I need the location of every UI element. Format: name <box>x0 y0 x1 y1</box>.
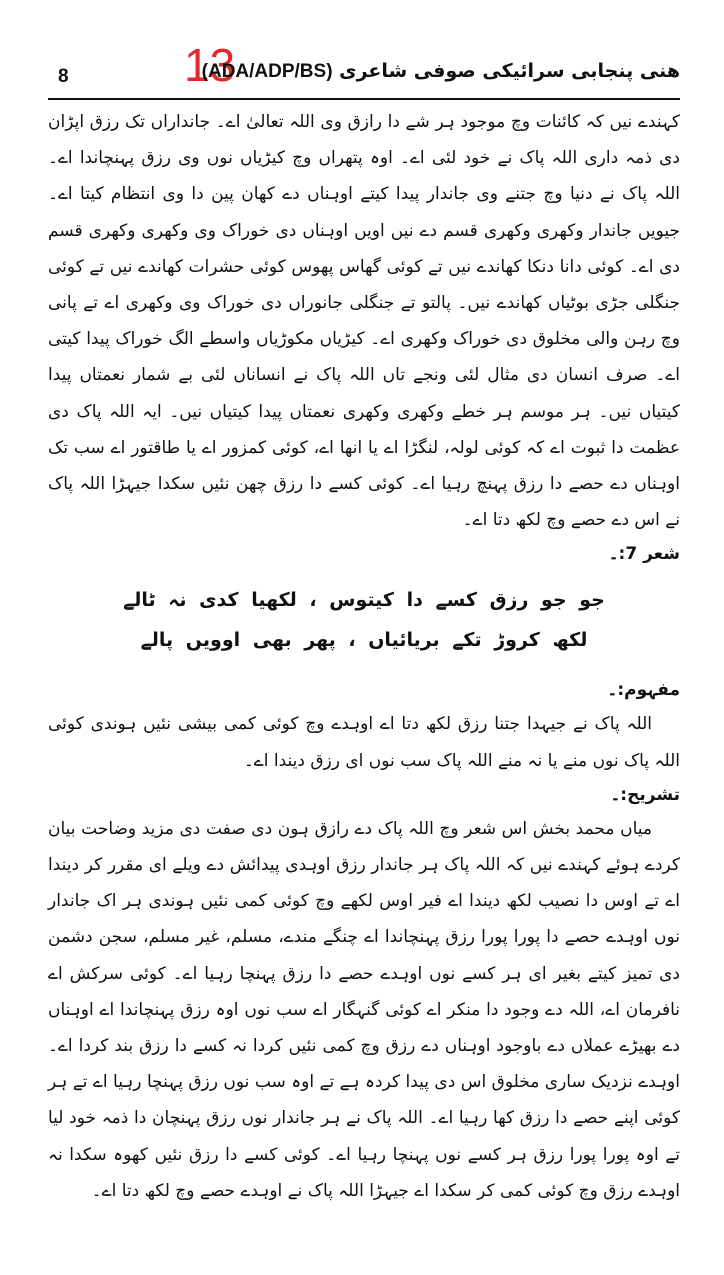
book-title-code: (ADA/ADP/BS) <box>201 61 333 82</box>
book-title <box>202 60 680 83</box>
verse-couplet <box>48 580 680 660</box>
sheet-number: 13 <box>184 39 236 91</box>
shair-heading: شعر 7:۔ <box>608 544 680 565</box>
intro-paragraph: کہندے نیں کہ کائنات وچ موجود ہر شے دا رازق وی اللہ تعالیٰ اے۔ جانداراں تک رزق اپڑان دی ذمہ داری اللہ پاک نے خود لئی اے۔ اوہ پتھراں وچ کیڑیاں نوں وی رزق پہنچاندا اے۔ اللہ پاک نے دنیا وچ جتنے وی جاندار پیدا کیتے اوہناں دے کھان پین دا وی انتظام کیتا اے۔ جیویں جاندار وکھری وکھری قسم دے نیں اویں اوہناں دی خوراک وی وکھری وکھری قسم دی اے۔ کوئی دانا دنکا کھاندے نیں تے کوئی گھاس پھوس کوئی حشرات کھاندے نیں تے کوئی جنگلی جڑی بوٹیاں کھاندے نیں۔ پالتو تے جنگلی جانوراں دی خوراک وی وکھری اے تے پانی وچ رہن والی مخلوق دی خوراک وکھری اے۔ کیڑیاں مکوڑیاں واسطے الگ خوراک پیدا کیتی اے۔ صرف انسان دی مثال لئی ونجے تاں اللہ پاک نے انساناں لئی بے شمار نعمتاں پیدا کیتیاں نیں۔ ہر موسم ہر خطے وکھری وکھری نعمتاں پیدا کیتیاں نیں۔ ایہ اللہ پاک دی عظمت دا ثبوت اے کہ کوئی لولہ، لنگڑا اے یا انھا اے، کوئی کمزور اے یا طاقتور اے سب تک اوہناں دے حصے دا رزق پہنچ رہیا اے۔ کوئی کسے دا رزق چھن نئیں سکدا جیہڑا اللہ پاک نے اس دے حصے وچ لکھ دتا اے۔ <box>48 112 680 531</box>
page-content <box>48 104 680 1209</box>
page-header <box>48 40 680 96</box>
header-divider <box>48 98 680 100</box>
verse-line-2: لکھ کروڑ تکے بریائیاں ، پھر بھی اوویں پالے <box>140 629 588 652</box>
tashreeh-paragraph: میاں محمد بخش اس شعر وچ اللہ پاک دے رازق ہون دی صفت دی مزید وضاحت بیان کردے ہوئے کہندے نیں کہ اللہ پاک ہر جاندار رزق اوہدی پیدائش دے ویلے ای مقرر کر دیندا اے تے اوس دا نصیب لکھ دیندا اے فیر اوس لکھے وچ کوئی کمی نئیں ہوندی ہر اک جاندار نوں اوہدے حصے دا پورا پورا رزق پہنچاندا اے چنگے مندے، مسلم، غیر مسلم، سجن دشمن دی تمیز کیتے بغیر ای ہر کسے نوں اوہدے حصے دا رزق پہنچا رہیا اے۔ کوئی سرکش اے نافرمان اے، اللہ دے وجود دا منکر اے کوئی گنہگار اے سب نوں اوہ رزق پہنچاندا اے اوہناں دے بھیڑے عملاں دے باوجود اوہناں دے رزق وچ کمی نئیں کردا نہ کسے دا رزق بند کردا اے۔ اوہدے نزدیک ساری مخلوق اس دی پیدا کردہ ہے تے اوہ سب نوں رزق پہنچا رہیا اے تے ہر کوئی اپنے حصے دا رزق کھا رہیا اے۔ اللہ پاک نے ہر جاندار نوں رزق پہنچان دا ذمہ خود لیا تے اوہ پورا پورا رزق ہر کسے نوں پہنچا رہیا اے۔ کوئی کسے دا رزق نئیں کھوہ سکدا نہ اوہدے رزق وچ کوئی کمی کر سکدا اے جیہڑا اللہ پاک نے اوہدے حصے وچ لکھ دتا اے۔ <box>48 818 680 1201</box>
tashreeh-heading: تشریح:۔ <box>610 784 680 805</box>
mafhoom-heading: مفہوم:۔ <box>607 680 680 701</box>
page-number: 8 <box>58 66 69 87</box>
verse-line-1: جو جو رزق کسے دا کیتوس ، لکھیا کدی نہ ٹالے <box>123 589 605 612</box>
book-title-urdu: هنی پنجابی سرائیکی صوفی شاعری <box>339 60 680 82</box>
mafhoom-paragraph: اللہ پاک نے جیہدا جتنا رزق لکھ دتا اے اوہدے وچ کوئی کمی بیشی نئیں ہوندی کوئی اللہ پاک نوں منے یا نہ منے اللہ پاک سب نوں ای رزق دیندا اے۔ <box>48 714 680 771</box>
